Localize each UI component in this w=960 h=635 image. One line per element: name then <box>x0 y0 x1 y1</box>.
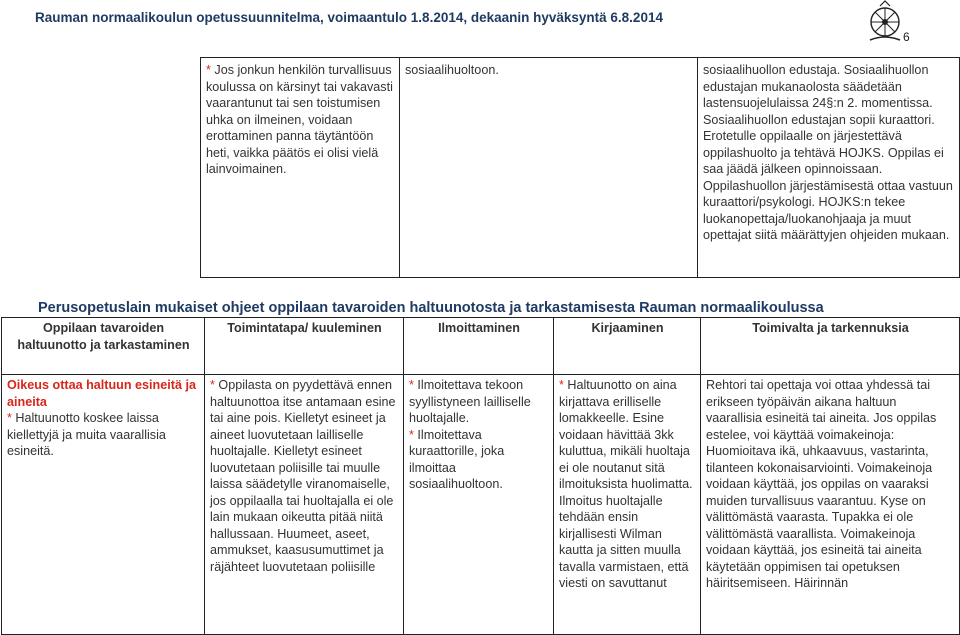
header-cell-3: Ilmoittaminen <box>404 318 554 375</box>
top-cell-1-text: Jos jonkun henkilön turvallisuus koulussa on kärsinyt tai vakavasti vaarantunut tai sen toistumisen uhka on ilmeinen, voidaan erottaminen panna täytäntöön heti, vaikka päätös ei olisi vielä lainvoimainen. <box>206 63 393 176</box>
section-title: Perusopetuslain mukaiset ohjeet oppilaan tavaroiden haltuunotosta ja tarkastamisesta Rauman normaalikoulussa <box>38 300 824 316</box>
star-marker: * <box>210 378 215 392</box>
star-marker: * <box>409 378 414 392</box>
top-cell-2: sosiaalihuoltoon. <box>400 58 698 278</box>
body-cell-5: Rehtori tai opettaja voi ottaa yhdessä tai erikseen työpäivän aikana haltuun vaarallisia esineitä tai aineita. Jos oppilas estelee, voi käyttää voimakeinoja: Huomioitava ikä, uhkaavuus, vastarinta, tilanteen kokonaisarviointi. Voimakeinoja voidaan käyttää, jos oppilas on vaaraksi muiden turvallisuus vaarantuu. Kyse on välittömästä vaarasta. Tupakka ei ole välittömästä vaarallista. Voimakeinoja voidaan käyttää, jos esineitä tai aineita käytetään oppimisen tai opetuksen häiritsemiseen. Häirinnän <box>701 375 960 635</box>
body-cell-4 <box>554 375 701 635</box>
body-cell-3-text-2: Ilmoitettava kuraattorille, joka ilmoittaa sosiaalihuoltoon. <box>409 427 505 491</box>
star-marker: * <box>7 411 12 425</box>
star-marker: * <box>559 378 564 392</box>
header-cell-4: Kirjaaminen <box>554 318 701 375</box>
rights-heading: Oikeus ottaa haltuun esineitä ja aineita <box>7 378 196 409</box>
star-marker: * <box>409 427 414 442</box>
main-table <box>1 317 960 635</box>
body-cell-3-text-1: Ilmoitettava tekoon syyllistyneen lailliselle huoltajalle. <box>409 378 531 425</box>
body-cell-4-text: Haltuunotto on aina kirjattava erilliselle lomakkeelle. Esine voidaan hävittää 3kk kuluttua, mikäli huoltaja ei ole noutanut sitä ilmoituksista huolimatta. Ilmoitus huoltajalle tehdään ensin kirjallisesti Wilman kautta ja sitten muulla tavalla varmistaen, että viesti on savuttanut <box>559 378 693 590</box>
body-cell-1 <box>2 375 205 635</box>
running-header: Rauman normaalikoulun opetussuunnitelma, voimaantulo 1.8.2014, dekaanin hyväksyntä 6.8.2014 <box>35 10 663 25</box>
header-cell-1: Oppilaan tavaroiden haltuunotto ja tarkastaminen <box>2 318 205 375</box>
header-cell-5: Toimivalta ja tarkennuksia <box>701 318 960 375</box>
page-number: 6 <box>903 30 910 44</box>
body-cell-1-text: Haltuunotto koskee laissa kiellettyjä ja muita vaarallisia esineitä. <box>7 411 166 458</box>
body-cell-3 <box>404 375 554 635</box>
body-cell-2 <box>205 375 404 635</box>
body-cell-2-text: Oppilasta on pyydettävä ennen haltuunottoa itse antamaan esine tai aine pois. Kielletyt esineet ja aineet luovutetaan lailliselle huoltajalle. Kielletyt esineet luovutetaan poliisille tai muulle laissa säädetylle viranomaiselle, jos oppilaalla tai huoltajalla ei ole lain mukaan oikeutta pitää niitä hallussaan. Huumeet, aseet, ammukset, kaasusumuttimet ja räjähteet luovutetaan poliisille <box>210 378 396 574</box>
top-table <box>200 57 960 278</box>
top-cell-3: sosiaalihuollon edustaja. Sosiaalihuollon edustajan mukanaolosta säädetään lastensuojelulaissa 24§:n 2. momentissa. Sosiaalihuollon edustajan sopii kuraattori. Erotetulle oppilaalle on järjestettävä oppilashuolto ja tehtävä HOJKS. Oppilas ei saa jäädä jälkeen opinnoissaan. Oppilashuollon järjestämisestä ottaa vastuun kuraattori/psykologi. HOJKS:n tekee luokanopettaja/luokanohjaaja ja muut opettajat siitä määrättyjen ohjeiden mukaan. <box>698 58 960 278</box>
top-cell-1 <box>201 58 400 278</box>
header-cell-2: Toimintatapa/ kuuleminen <box>205 318 404 375</box>
star-marker: * <box>206 63 211 77</box>
